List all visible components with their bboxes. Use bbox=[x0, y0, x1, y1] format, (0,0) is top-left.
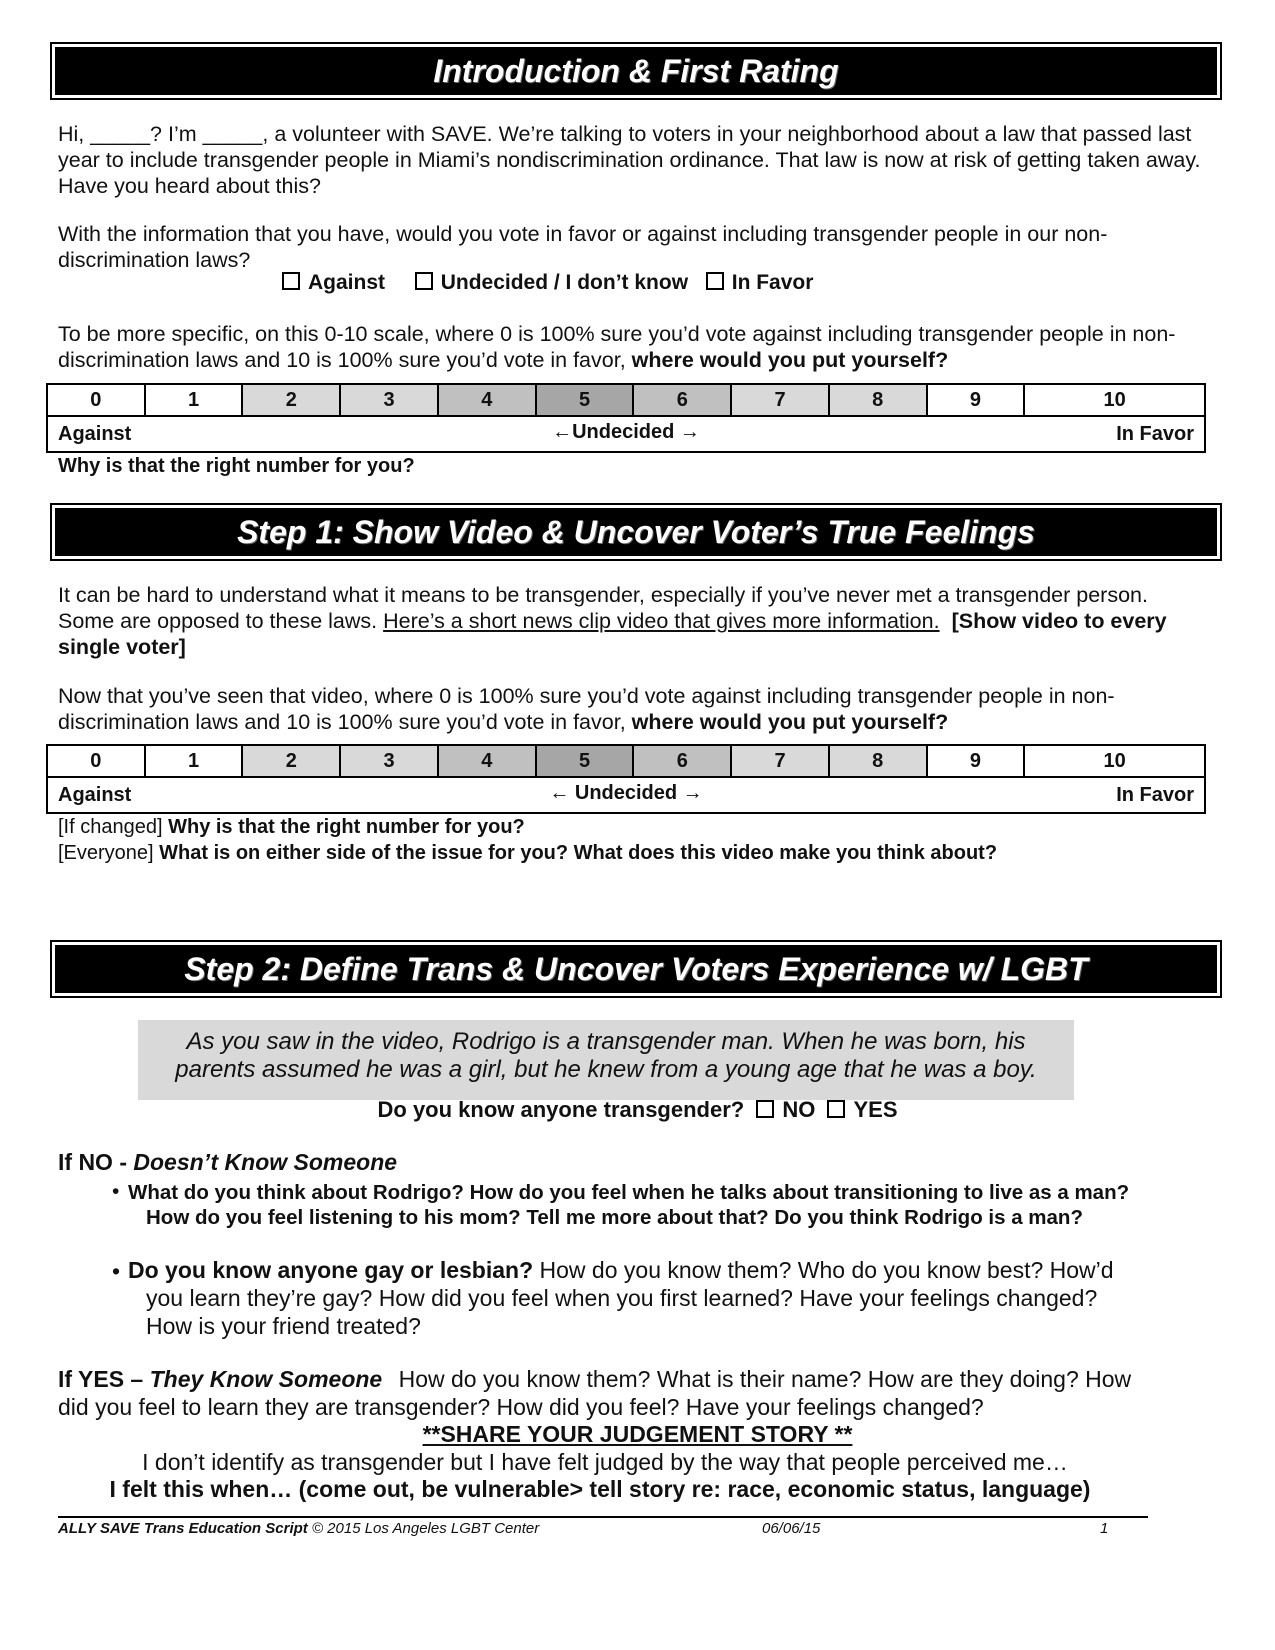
felt-statement: I felt this when… (come out, be vulnerable> tell story re: race, economic status, language) bbox=[109, 1476, 1091, 1502]
option-in-favor[interactable]: In Favor bbox=[706, 271, 814, 294]
no-bullet-gay-lesbian: Do you know anyone gay or lesbian? How do you know them? Who do you know best? How’d you learn they’re gay? How did you feel when you first learned? Have your feelings changed? How is your friend treated? bbox=[128, 1257, 1114, 1339]
page-footer: ALLY SAVE Trans Education Script © 2015 Los Angeles LGBT Center 06/06/15 1 bbox=[58, 1516, 1148, 1537]
rating-scale-intro bbox=[46, 383, 1206, 453]
section-banner-intro bbox=[50, 42, 1222, 100]
scale-cell[interactable]: 7 bbox=[731, 384, 829, 416]
section-title-step1: Step 1: Show Video & Uncover Voter’s True Feelings bbox=[55, 508, 1217, 556]
no-bullet-rodrigo: What do you think about Rodrigo? How do you feel when he talks about transitioning to live as a man? How do you feel listening to his mom? Tell me more about that? Do you think Rodrigo is a man? bbox=[128, 1181, 1130, 1229]
scale-cell[interactable]: 0 bbox=[47, 745, 145, 777]
scale-cell[interactable]: 8 bbox=[829, 745, 927, 777]
scale-cell[interactable]: 3 bbox=[340, 384, 438, 416]
scale-cell[interactable]: 2 bbox=[242, 384, 340, 416]
scale-label-row bbox=[47, 416, 1205, 452]
scale-cell[interactable]: 8 bbox=[829, 384, 927, 416]
scale-cell[interactable]: 6 bbox=[633, 745, 731, 777]
intro-why-question: Why is that the right number for you? bbox=[58, 455, 415, 477]
scale-cell[interactable]: 10 bbox=[1024, 384, 1205, 416]
scale-cell[interactable]: 0 bbox=[47, 384, 145, 416]
section-title-step2: Step 2: Define Trans & Uncover Voters Experience w/ LGBT bbox=[55, 945, 1217, 993]
section-title-intro: Introduction & First Rating bbox=[55, 47, 1217, 95]
step1-paragraph-intro: It can be hard to understand what it means to be transgender, especially if you’ve never met a transgender person. Some are opposed to these laws. Here’s a short news clip video that gives more information. [Show video to every single voter] bbox=[58, 583, 1167, 659]
step1-paragraph-rerate: Now that you’ve seen that video, where 0 is 100% sure you’d vote against including transgender people in non-discrimination laws and 10 is 100% sure you’d vote in favor, where would you put yourself? bbox=[58, 684, 1115, 734]
scale-label-against: Against bbox=[58, 784, 132, 806]
section-banner-step1 bbox=[50, 503, 1222, 561]
scale-cell[interactable]: 7 bbox=[731, 745, 829, 777]
footer-page-number: 1 bbox=[1100, 1520, 1109, 1537]
share-story-heading: **SHARE YOUR JUDGEMENT STORY ** bbox=[422, 1421, 853, 1447]
scale-label-undecided: ←Undecided → bbox=[552, 421, 700, 443]
scale-cell[interactable]: 5 bbox=[536, 745, 634, 777]
bullet-icon: • bbox=[112, 1258, 121, 1284]
rodrigo-quote-box: As you saw in the video, Rodrigo is a transgender man. When he was born, his parents assumed he was a girl, but he knew from a young age that he was a boy. bbox=[138, 1020, 1074, 1100]
answer-no[interactable]: NO bbox=[782, 1097, 816, 1122]
intro-paragraph-scale: To be more specific, on this 0-10 scale, where 0 is 100% sure you’d vote against including transgender people in non-discrimination laws and 10 is 100% sure you’d vote in favor, where would you put yourself? bbox=[58, 322, 1176, 372]
scale-label-row bbox=[47, 777, 1205, 813]
checkbox-icon[interactable] bbox=[706, 272, 724, 290]
scale-cell[interactable]: 9 bbox=[927, 745, 1025, 777]
rating-scale-step1 bbox=[46, 744, 1206, 814]
scale-cell[interactable]: 6 bbox=[633, 384, 731, 416]
scale-cell[interactable]: 10 bbox=[1024, 745, 1205, 777]
checkbox-icon[interactable] bbox=[282, 272, 300, 290]
scale-cell[interactable]: 2 bbox=[242, 745, 340, 777]
intro-vote-options bbox=[282, 271, 813, 295]
intro-paragraph-greeting: Hi, _____? I’m _____, a volunteer with SAVE. We’re talking to voters in your neighborhood about a law that passed last year to include transgender people in Miami’s nondiscrimination ordinance. That law is now at risk of getting taken away. Have you heard about this? bbox=[58, 122, 1201, 198]
checkbox-icon[interactable] bbox=[827, 1100, 845, 1118]
scale-label-in-favor: In Favor bbox=[1116, 423, 1194, 445]
scale-label-undecided: ← Undecided → bbox=[549, 782, 703, 804]
video-clip-link[interactable]: Here’s a short news clip video that gives more information. bbox=[383, 609, 940, 633]
scale-label-against: Against bbox=[58, 423, 132, 445]
scale-cell[interactable]: 3 bbox=[340, 745, 438, 777]
scale-cell[interactable]: 4 bbox=[438, 745, 536, 777]
know-transgender-question: Do you know anyone transgender? NO YES bbox=[377, 1097, 898, 1122]
scale-cell[interactable]: 5 bbox=[536, 384, 634, 416]
footer-date: 06/06/15 bbox=[762, 1520, 821, 1537]
step1-followup-changed: [If changed] Why is that the right number for you? bbox=[58, 816, 525, 838]
step1-followup-everyone: [Everyone] What is on either side of the issue for you? What does this video make you think about? bbox=[58, 842, 998, 864]
if-yes-paragraph: If YES – They Know Someone How do you know them? What is their name? How are they doing? How did you feel to learn they are transgender? How did you feel? Have your feelings changed? bbox=[58, 1366, 1132, 1420]
scale-cell[interactable]: 4 bbox=[438, 384, 536, 416]
section-banner-step2 bbox=[50, 940, 1222, 998]
checkbox-icon[interactable] bbox=[415, 272, 433, 290]
checkbox-icon[interactable] bbox=[756, 1100, 774, 1118]
answer-yes[interactable]: YES bbox=[853, 1097, 898, 1122]
option-against[interactable]: Against bbox=[282, 271, 385, 294]
bullet-icon: • bbox=[112, 1180, 120, 1203]
scale-cell[interactable]: 1 bbox=[145, 384, 243, 416]
scale-number-row bbox=[47, 384, 1205, 416]
scale-cell[interactable]: 9 bbox=[927, 384, 1025, 416]
option-undecided[interactable]: Undecided / I don’t know bbox=[415, 271, 688, 294]
scale-number-row bbox=[47, 745, 1205, 777]
scale-cell[interactable]: 1 bbox=[145, 745, 243, 777]
if-no-heading: If NO - Doesn’t Know Someone bbox=[58, 1149, 398, 1175]
scale-label-in-favor: In Favor bbox=[1116, 784, 1194, 806]
judged-statement: I don’t identify as transgender but I have felt judged by the way that people perceived me… bbox=[142, 1449, 1068, 1475]
intro-paragraph-question: With the information that you have, would you vote in favor or against including transgender people in our non-discrimination laws? bbox=[58, 222, 1108, 272]
